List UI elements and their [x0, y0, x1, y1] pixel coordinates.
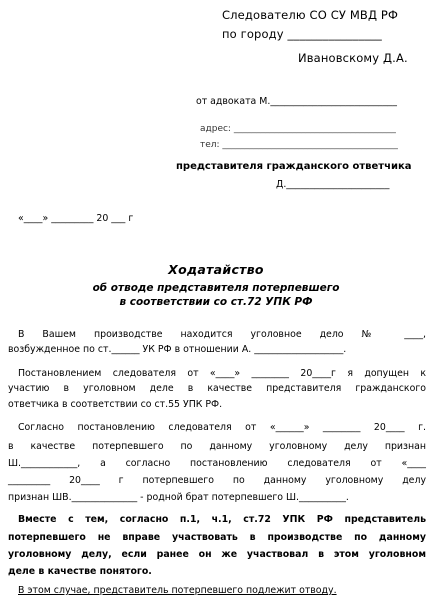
paragraph-1-line-2: возбужденное по ст.______ УК РФ в отношении А. ___________________.: [8, 344, 347, 355]
addressee-line-3: Ивановскому Д.А.: [298, 51, 408, 65]
paragraph-2-line-2: участию в уголовном деле в качестве представителя гражданского: [8, 383, 426, 394]
paragraph-3-line-4: _________ 20____ г потерпевшего по данному уголовному делу: [8, 475, 426, 486]
paragraph-3-line-5: признан ШВ.______________ - родной брат потерпевшего Ш.__________.: [8, 492, 349, 503]
date-line: «____» _________ 20 ___ г: [18, 213, 134, 224]
paragraph-4-line-3: уголовному делу, если ранее он же участвовал в этом уголовном: [8, 549, 426, 560]
representative-title: представителя гражданского ответчика: [176, 161, 412, 172]
paragraph-4-line-2: потерпевшего не вправе участвовать в производстве по данному: [8, 532, 426, 543]
document-subtitle-1: об отводе представителя потерпевшего: [92, 282, 340, 294]
paragraph-3-line-1: Согласно постановлению следователя от «______» ________ 20____ г.: [18, 422, 426, 433]
from-advocate-line: от адвоката М.___________________________: [196, 96, 397, 107]
paragraph-2-line-1: Постановлением следователя от «____» ________ 20____г я допущен к: [18, 368, 426, 379]
paragraph-2-line-3: ответчика в соответствии со ст.55 УПК РФ.: [8, 399, 223, 410]
paragraph-4-line-4: деле в качестве понятого.: [8, 566, 152, 577]
paragraph-1-line-1: В Вашем производстве находится уголовное дело № ____,: [18, 329, 426, 340]
addressee-line-1: Следователю СО СУ МВД РФ: [222, 8, 399, 22]
addressee-line-2: по городу ________________: [222, 27, 382, 41]
address-line: адрес: ____________________________________: [200, 124, 396, 134]
document-subtitle-2: в соответствии со ст.72 УПК РФ: [119, 296, 313, 308]
paragraph-3-line-2: в качестве потерпевшего по данному уголовному делу признан: [8, 441, 426, 452]
paragraph-3-line-3: Ш.____________, а согласно постановлению следователя от «____: [8, 458, 426, 469]
representative-name: Д.______________________: [276, 179, 390, 190]
paragraph-5-line-1: В этом случае, представитель потерпевшего подлежит отводу.: [18, 585, 337, 596]
phone-line: тел: _______________________________________: [200, 140, 398, 150]
paragraph-4-line-1: Вместе с тем, согласно п.1, ч.1, ст.72 УПК РФ представитель: [18, 514, 426, 525]
document-title: Ходатайство: [168, 262, 264, 277]
